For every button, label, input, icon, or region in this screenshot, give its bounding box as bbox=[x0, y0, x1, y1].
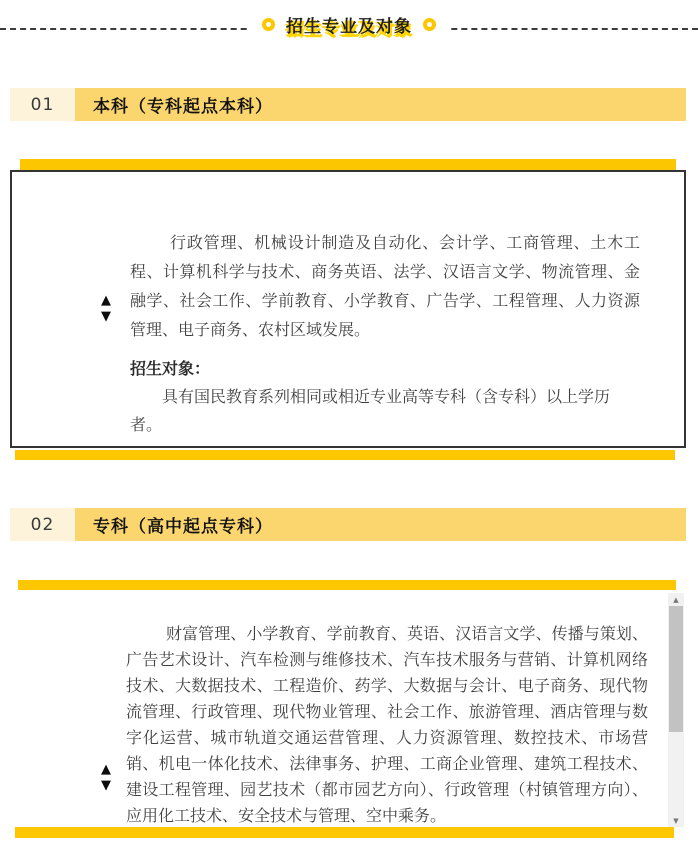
accent-bar-box1-top bbox=[20, 159, 676, 170]
section-1-number: 01 bbox=[10, 88, 75, 121]
section-2-majors-paragraph: 财富管理、小学教育、学前教育、英语、汉语言文学、传播与策划、广告艺术设计、汽车检测与维修技术、汽车技术服务与营销、计算机网络技术、大数据技术、工程造价、药学、大数据与会计、电子商务、现代物流管理、行政管理、现代物业管理、社会工作、旅游管理、酒店管理与数字化运营、城市轨道交通运营管理、人力资源管理、数控技术、市场营销、机电一体化技术、法律事务、护理、工商企业管理、建筑工程技术、建设工程管理、园艺技术（都市园艺方向）、行政管理（村镇管理方向）、应用化工技术、安全技术与管理、空中乘务。 bbox=[126, 624, 648, 825]
scrollbar-up-icon[interactable]: ▲ bbox=[673, 595, 679, 604]
section-1-majors-paragraph: 行政管理、机械设计制造及自动化、会计学、工商管理、土木工程、计算机科学与技术、商务英语、法学、汉语言文学、物流管理、金融学、社会工作、学前教育、小学教育、广告学、工程管理、人力资源管理、电子商务、农村区域发展。 bbox=[130, 233, 640, 339]
scroll-up-icon[interactable]: ▲ bbox=[101, 762, 111, 777]
section-2-scroll-arrows[interactable] bbox=[96, 762, 116, 793]
scrollbar-down-icon[interactable]: ▼ bbox=[673, 816, 679, 825]
section-2-number: 02 bbox=[10, 508, 75, 541]
page-title: 招生专业及对象 bbox=[286, 17, 412, 37]
section-1-header bbox=[10, 88, 686, 121]
scroll-up-icon[interactable]: ▲ bbox=[101, 293, 111, 308]
page-title-block bbox=[250, 6, 448, 43]
section-1-scroll-arrows[interactable] bbox=[96, 293, 116, 324]
section-2-heading: 专科（高中起点专科） bbox=[75, 508, 686, 541]
section-1-heading: 本科（专科起点本科） bbox=[75, 88, 686, 121]
section-1-target-text: 具有国民教育系列相同或相近专业高等专科（含专科）以上学历者。 bbox=[130, 387, 611, 434]
scrollbar[interactable] bbox=[668, 593, 684, 827]
ring-icon-left bbox=[262, 18, 275, 31]
section-2-header bbox=[10, 508, 686, 541]
accent-bar-box1-bottom bbox=[15, 450, 675, 460]
accent-bar-box2-bottom bbox=[15, 827, 674, 838]
scroll-down-icon[interactable]: ▼ bbox=[101, 778, 111, 793]
section-1-target-label: 招生对象： bbox=[130, 359, 211, 378]
scroll-down-icon[interactable]: ▼ bbox=[101, 309, 111, 324]
scrollbar-thumb[interactable] bbox=[669, 606, 683, 732]
accent-bar-box2-top bbox=[18, 580, 676, 590]
ring-icon-right bbox=[423, 18, 436, 31]
